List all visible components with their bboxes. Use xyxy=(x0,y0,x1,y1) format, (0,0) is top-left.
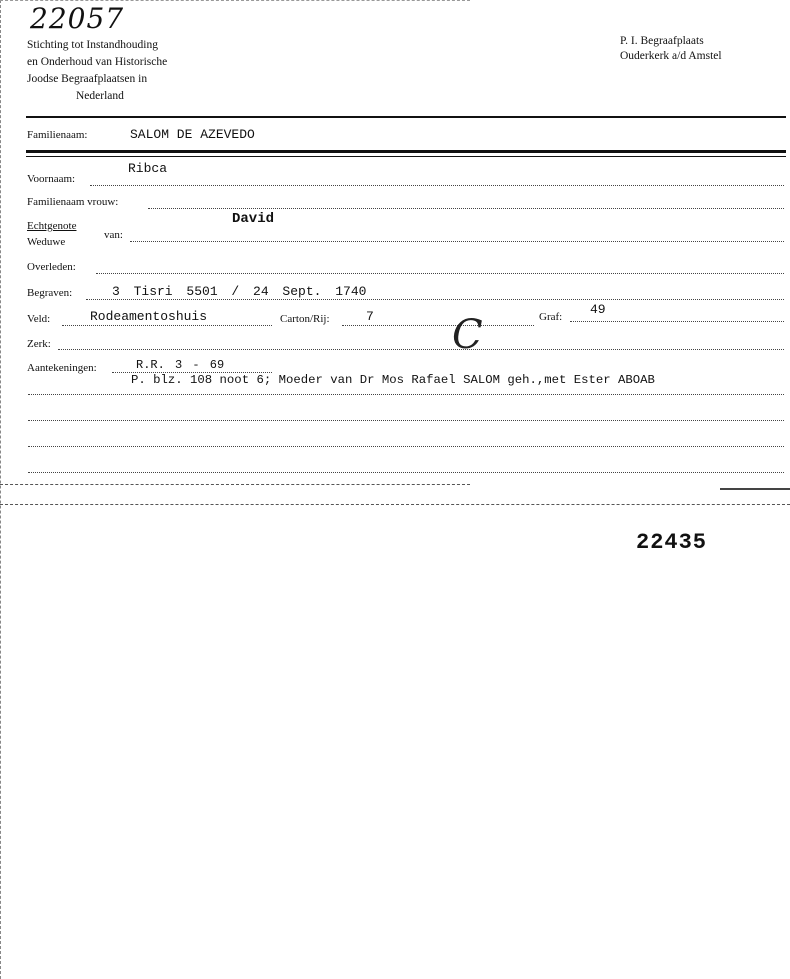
graf-value: 49 xyxy=(590,302,606,317)
graf-label: Graf: xyxy=(539,311,563,323)
note-line-2 xyxy=(28,420,784,421)
veld-label: Veld: xyxy=(27,313,51,325)
familienaam-label: Familienaam: xyxy=(27,129,88,141)
familienaam-vrouw-line xyxy=(148,208,784,209)
familienaam-vrouw-label: Familienaam vrouw: xyxy=(27,196,119,208)
graf-line xyxy=(570,321,784,322)
card-top-edge xyxy=(0,0,470,1)
begraven-line xyxy=(86,299,784,300)
org-line: Stichting tot Instandhouding xyxy=(27,39,158,51)
zerk-line xyxy=(58,349,784,350)
carton-rij-label: Carton/Rij: xyxy=(280,313,330,325)
location-line: P. I. Begraafplaats xyxy=(620,35,704,47)
stamp-number: 22435 xyxy=(636,530,708,555)
weduwe-label: Weduwe xyxy=(27,236,66,248)
header-rule xyxy=(26,116,786,118)
card-left-edge xyxy=(0,0,1,979)
note-line-1 xyxy=(28,394,784,395)
card-bottom-edge xyxy=(0,504,790,505)
note-line-text: P. blz. 108 noot 6; Moeder van Dr Mos Rafael SALOM geh.,met Ester ABOAB xyxy=(131,373,655,387)
card-edge-right xyxy=(720,488,790,490)
overleden-label: Overleden: xyxy=(27,261,76,273)
handwritten-mark: C xyxy=(452,312,483,358)
voornaam-value: Ribca xyxy=(128,161,168,176)
note-line-4 xyxy=(28,472,784,473)
van-line xyxy=(130,241,784,242)
handwritten-card-number: 22057 xyxy=(30,2,125,35)
van-value: David xyxy=(232,211,275,227)
name-rule-thin xyxy=(26,156,786,157)
organization-block xyxy=(27,37,167,105)
aantekeningen-ref: R.R. 3 - 69 xyxy=(136,358,225,372)
van-label: van: xyxy=(104,229,123,241)
overleden-line xyxy=(96,273,784,274)
name-rule-thick xyxy=(26,150,786,153)
begraven-label: Begraven: xyxy=(27,287,73,299)
veld-line xyxy=(62,325,272,326)
begraven-value: 3 Tisri 5501 / 24 Sept. 1740 xyxy=(112,284,367,299)
cemetery-location xyxy=(620,34,722,64)
org-line: en Onderhoud van Historische xyxy=(27,56,168,68)
veld-value: Rodeamentoshuis xyxy=(90,309,208,324)
carton-rij-line xyxy=(342,325,534,326)
aantekeningen-label: Aantekeningen: xyxy=(27,362,97,374)
org-line: Joodse Begraafplaatsen in xyxy=(27,73,148,85)
location-line: Ouderkerk a/d Amstel xyxy=(620,50,722,62)
echtgenote-label: Echtgenote xyxy=(27,220,77,232)
voornaam-label: Voornaam: xyxy=(27,173,76,185)
note-line-3 xyxy=(28,446,784,447)
carton-rij-value: 7 xyxy=(366,309,374,324)
zerk-label: Zerk: xyxy=(27,338,51,350)
org-line: Nederland xyxy=(76,90,124,102)
voornaam-line xyxy=(90,185,784,186)
familienaam-value: SALOM DE AZEVEDO xyxy=(130,127,255,142)
card-cut-edge xyxy=(0,484,470,485)
